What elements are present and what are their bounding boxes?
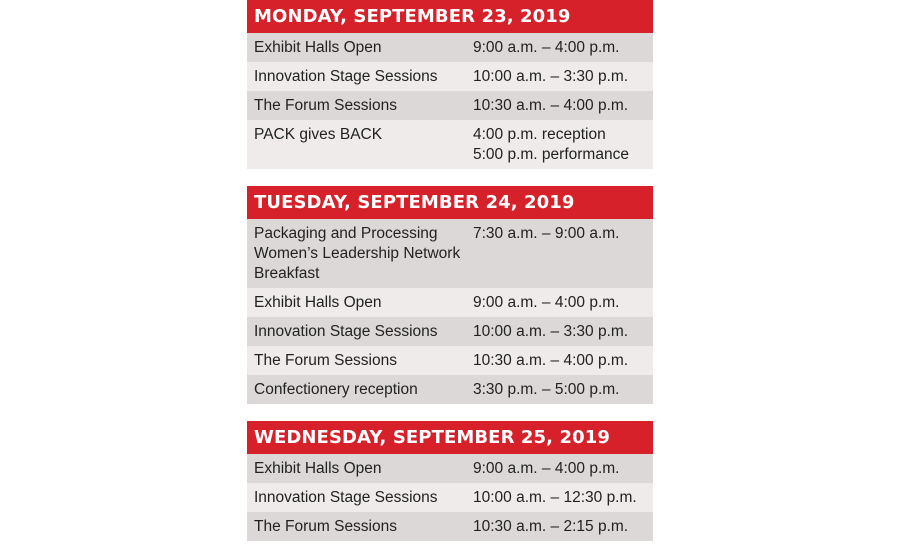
event-name: The Forum Sessions — [254, 352, 397, 369]
schedule-row — [247, 219, 653, 288]
day-header: WEDNESDAY, SEPTEMBER 25, 2019 — [247, 421, 653, 454]
event-time: 10:30 a.m. – 4:00 p.m. — [473, 352, 629, 369]
day-section — [247, 186, 653, 404]
schedule-row — [247, 91, 653, 120]
event-time: 9:00 a.m. – 4:00 p.m. — [473, 39, 620, 56]
schedule-row — [247, 288, 653, 317]
schedule-row — [247, 33, 653, 62]
event-time: 7:30 a.m. – 9:00 a.m. — [473, 225, 620, 242]
event-time: 9:00 a.m. – 4:00 p.m. — [473, 460, 620, 477]
event-time: 9:00 a.m. – 4:00 p.m. — [473, 294, 620, 311]
day-section — [247, 0, 653, 169]
day-section — [247, 421, 653, 541]
event-name: The Forum Sessions — [254, 518, 397, 535]
event-time: 3:30 p.m. – 5:00 p.m. — [473, 381, 620, 398]
event-name: PACK gives BACK — [254, 126, 383, 143]
event-time: 4:00 p.m. reception 5:00 p.m. performance — [473, 126, 629, 163]
schedule-table — [247, 0, 653, 541]
event-name: Innovation Stage Sessions — [254, 68, 438, 85]
event-time: 10:00 a.m. – 3:30 p.m. — [473, 68, 629, 85]
schedule-row — [247, 512, 653, 541]
event-name: Innovation Stage Sessions — [254, 489, 438, 506]
day-header: TUESDAY, SEPTEMBER 24, 2019 — [247, 186, 653, 219]
schedule-row — [247, 454, 653, 483]
event-name: Confectionery reception — [254, 381, 418, 398]
event-time: 10:30 a.m. – 2:15 p.m. — [473, 518, 629, 535]
event-name: The Forum Sessions — [254, 97, 397, 114]
event-name: Innovation Stage Sessions — [254, 323, 438, 340]
event-time: 10:00 a.m. – 12:30 p.m. — [473, 489, 637, 506]
schedule-row — [247, 483, 653, 512]
event-name: Packaging and Processing Women’s Leadership Network Breakfast — [254, 225, 461, 282]
event-time: 10:30 a.m. – 4:00 p.m. — [473, 97, 629, 114]
event-time: 10:00 a.m. – 3:30 p.m. — [473, 323, 629, 340]
schedule-row — [247, 375, 653, 404]
day-header: MONDAY, SEPTEMBER 23, 2019 — [247, 0, 653, 33]
day-spacer — [247, 404, 653, 421]
event-name: Exhibit Halls Open — [254, 39, 382, 56]
day-spacer — [247, 169, 653, 186]
event-name: Exhibit Halls Open — [254, 294, 382, 311]
schedule-row — [247, 317, 653, 346]
schedule-row — [247, 346, 653, 375]
schedule-row — [247, 62, 653, 91]
event-name: Exhibit Halls Open — [254, 460, 382, 477]
schedule-row — [247, 120, 653, 169]
